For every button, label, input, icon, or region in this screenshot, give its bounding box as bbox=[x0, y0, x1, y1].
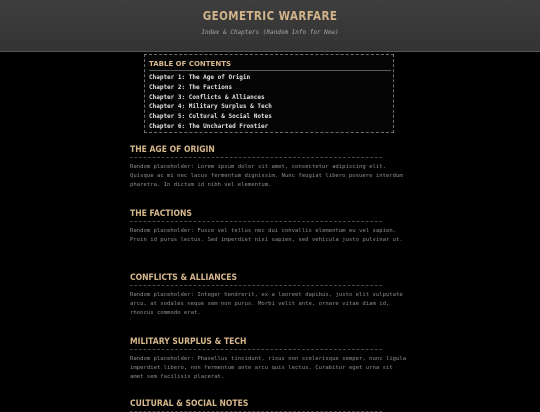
toc-list bbox=[149, 73, 272, 132]
section-body: Random placeholder: Integer hendrerit, ex a laoreet dapibus, justo elit vulputate arcu, at sodales neque sem non purus. Morbi velit ante, ornare vitae diam id, rhoncus commodo erat. bbox=[130, 292, 403, 317]
section-heading: CULTURAL & SOCIAL NOTES bbox=[130, 398, 382, 412]
site-subtitle: Index & Chapters (Random Info for Now) bbox=[201, 29, 339, 36]
section-heading: MILITARY SURPLUS & TECH bbox=[130, 336, 382, 350]
toc-link-chapter-4[interactable]: Chapter 4: Military Surplus & Tech bbox=[149, 103, 272, 111]
section-conflicts-alliances bbox=[130, 272, 410, 318]
section-body: Random placeholder: Fusce vel tellus nec dui convallis elementum eu vel sapien. Proin id purus lectus. Sed imperdiet nisi sapien, sed vehicula justo pulvinar ut. bbox=[130, 228, 403, 244]
toc-link-chapter-3[interactable]: Chapter 3: Conflicts & Alliances bbox=[149, 93, 265, 101]
section-body: Random placeholder: Phasellus tincidunt, risus non scelerisque semper, nunc ligula imperdiet libero, non fermentum ante arcu quis lectus. Curabitur eget urna sit amet sem facilisis placerat. bbox=[130, 356, 407, 381]
section-heading: THE FACTIONS bbox=[130, 208, 382, 222]
toc-title: TABLE OF CONTENTS bbox=[149, 60, 391, 71]
site-header bbox=[0, 0, 540, 52]
section-military-surplus-tech bbox=[130, 336, 410, 382]
section-body: Random placeholder: Lorem ipsum dolor sit amet, consectetur adipiscing elit. Quisque ac mi nec lacus fermentum dignissim. Nunc feugiat libero posuere interdum pharetra. In dictum id nibh vel elementum. bbox=[130, 164, 403, 189]
section-factions bbox=[130, 208, 410, 245]
toc-link-chapter-1[interactable]: Chapter 1: The Age of Origin bbox=[149, 74, 251, 81]
section-cultural-social-notes bbox=[130, 398, 410, 412]
section-age-of-origin bbox=[130, 144, 410, 190]
toc-link-chapter-6[interactable]: Chapter 6: The Uncharted Frontier bbox=[149, 122, 269, 130]
toc-link-chapter-5[interactable]: Chapter 5: Cultural & Social Notes bbox=[149, 113, 272, 121]
section-heading: CONFLICTS & ALLIANCES bbox=[130, 272, 382, 286]
site-title: GEOMETRIC WARFARE bbox=[202, 9, 338, 23]
section-heading: THE AGE OF ORIGIN bbox=[130, 144, 382, 158]
toc-link-chapter-2[interactable]: Chapter 2: The Factions bbox=[149, 83, 233, 91]
table-of-contents bbox=[144, 54, 394, 133]
